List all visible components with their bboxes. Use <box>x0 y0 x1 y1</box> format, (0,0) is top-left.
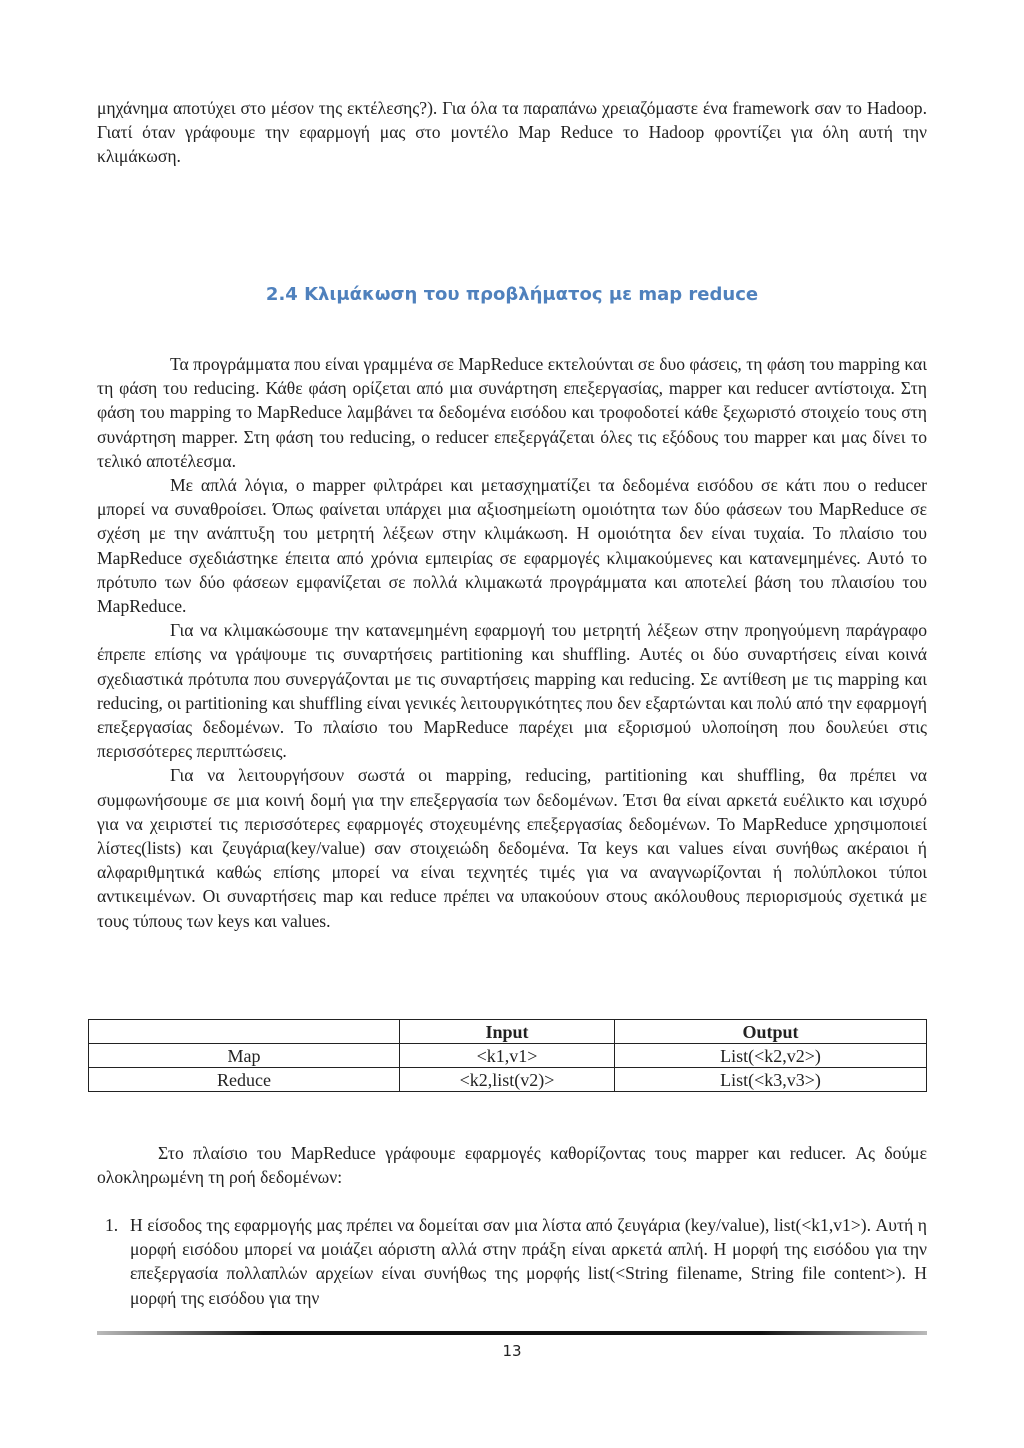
table-row <box>89 1068 927 1092</box>
table-cell: Reduce <box>89 1068 400 1092</box>
table-row <box>89 1044 927 1068</box>
paragraph-after-table: Στο πλαίσιο του MapReduce γράφουμε εφαρμογές καθορίζοντας τους mapper και reducer. Ας δούμε ολοκληρωμένη τη ροή δεδομένων: <box>97 1143 927 1188</box>
table-header-cell: Output <box>615 1020 927 1044</box>
table-cell: <k1,v1> <box>400 1044 615 1068</box>
io-types-table <box>88 1019 927 1092</box>
table-cell: <k2,list(v2)> <box>400 1068 615 1092</box>
paragraph: Τα προγράμματα που είναι γραμμένα σε MapReduce εκτελούνται σε δυο φάσεις, τη φάση του mapping και τη φάση του reducing. Κάθε φάση ορίζεται από μια συνάρτηση επεξεργασίας, mapper και reducer αντίστοιχα. Στη φάση του mapping το MapReduce λαμβάνει τα δεδομένα εισόδου και τροφοδοτεί κάθε ξεχωριστό στοιχείο τους στη συνάρτηση mapper. Στη φάση του reducing, ο reducer επεξεργάζεται όλες τις εξόδους του mapper και μας δίνει το τελικό αποτέλεσμα. <box>97 354 927 471</box>
section-heading: 2.4 Κλιμάκωση του προβλήματος με map reduce <box>265 284 759 305</box>
list-item <box>105 1213 927 1310</box>
list-item-number: 1. <box>105 1215 119 1235</box>
body-text <box>97 352 927 933</box>
intro-paragraph <box>97 96 927 169</box>
paragraph: Για να λειτουργήσουν σωστά οι mapping, reducing, partitioning και shuffling, θα πρέπει να συμφωνήσουμε σε μια κοινή δομή για την επεξεργασία των δεδομένων. Έτσι θα είναι αρκετά ευέλικτο και ισχυρό για να χειριστεί τις περισσότερες εφαρμογές στοχευμένης επεξεργασίας δεδομένων. Το MapReduce χρησιμοποιεί λίστες(lists) και ζευγάρια(key/value) σαν στοιχειώδη δεδομένα. Τα keys και values είναι συνήθως ακέραιοι ή αλφαριθμητικά καθώς επίσης μπορεί να είναι τεχνητές τιμές για να αναγνωρίζονται ή πολύπλοκοι τύποι αντικειμένων. Οι συναρτήσεις map και reduce πρέπει να υπακούουν στους ακόλουθους περιορισμούς σχετικά με τους τύπους των keys και values. <box>97 765 927 931</box>
table-cell: List(<k3,v3>) <box>615 1068 927 1092</box>
paragraph-top: μηχάνημα αποτύχει στο μέσον της εκτέλεσης?). Για όλα τα παραπάνω χρειαζόμαστε ένα framework σαν το Hadoop. Γιατί όταν γράφουμε την εφαρμογή μας στο μοντέλο Map Reduce το Hadoop φροντίζει για όλη αυτή την κλιμάκωση. <box>97 98 927 167</box>
page-number: 13 <box>502 1342 522 1360</box>
table-header-cell <box>89 1020 400 1044</box>
after-table-text <box>97 1141 927 1189</box>
paragraph: Με απλά λόγια, ο mapper φιλτράρει και μετασχηματίζει τα δεδομένα εισόδου σε κάτι που ο reducer μπορεί να συναθροίσει. Όπως φαίνεται υπάρχει μια αξιοσημείωτη ομοιότητα των δύο φάσεων του MapReduce σε σχέση με την ανάπτυξη του μετρητή λέξεων στην κλιμάκωση. Η ομοιότητα δεν είναι τυχαία. Το πλαίσιο του MapReduce σχεδιάστηκε έπειτα από χρόνια εμπειρίας σε εφαρμογές κλιμακούμενες και κατανεμημένες. Αυτό το πρότυπο των δύο φάσεων εμφανίζεται σε πολλά κλιμακωτά προγράμματα και αποτελεί βάση του πλαισίου του MapReduce. <box>97 475 927 617</box>
list-item-text: Η είσοδος της εφαρμογής μας πρέπει να δομείται σαν μια λίστα από ζευγάρια (key/value), list(<k1,v1>). Αυτή η μορφή εισόδου μπορεί να μοιάζει αόριστη αλλά στην πράξη είναι αρκετά απλή. Η μορφή της εισόδου για την επεξεργασία πολλαπλών αρχείων είναι συνήθως της μορφής list(<String filename, String file content>). Η μορφή της εισόδου για την <box>130 1215 927 1308</box>
numbered-list <box>105 1213 927 1310</box>
table-header-cell: Input <box>400 1020 615 1044</box>
footer-divider <box>97 1331 927 1335</box>
table-cell: List(<k2,v2>) <box>615 1044 927 1068</box>
table-cell: Map <box>89 1044 400 1068</box>
table-header-row <box>89 1020 927 1044</box>
paragraph: Για να κλιμακώσουμε την κατανεμημένη εφαρμογή του μετρητή λέξεων στην προηγούμενη παράγραφο έπρεπε επίσης να γράψουμε τις συναρτήσεις partitioning και shuffling. Αυτές οι δύο συναρτήσεις είναι κοινά σχεδιαστικά πρότυπα που συνεργάζονται με τις συναρτήσεις mapping και reducing. Σε αντίθεση με τις mapping και reducing, οι partitioning και shuffling είναι γενικές λειτουργικότητες που δεν εξαρτώνται και πολύ από την εφαρμογή επεξεργασίας δεδομένων. Το πλαίσιο του MapReduce παρέχει μια εξορισμού υλοποίηση που δουλεύει στις περισσότερες περιπτώσεις. <box>97 620 927 762</box>
